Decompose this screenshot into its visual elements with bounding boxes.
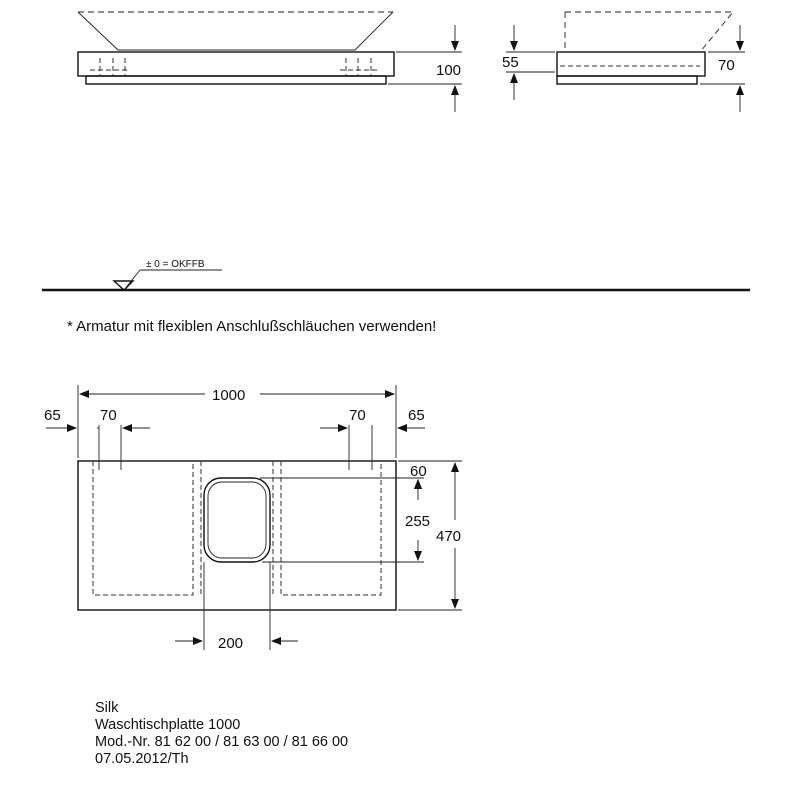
front-view [78, 12, 462, 112]
drawing-date: 07.05.2012/Th [95, 751, 189, 767]
model-numbers: Mod.-Nr. 81 62 00 / 81 63 00 / 81 66 00 [95, 734, 349, 750]
dim-side-left: 55 [502, 54, 519, 71]
dim-top-offset: 60 [410, 463, 427, 480]
product-name: Waschtischplatte 1000 [95, 717, 241, 733]
dim-right-offset: 65 [408, 407, 425, 424]
dim-left-offset: 65 [44, 407, 61, 424]
dim-right-inner: 70 [349, 407, 366, 424]
title-block [95, 700, 348, 768]
side-plinth [557, 76, 697, 84]
front-basin-outline [78, 12, 393, 50]
product-line: Silk [95, 700, 119, 716]
plan-view [44, 385, 462, 652]
dim-left-inner: 70 [100, 407, 117, 424]
dim-side-right: 70 [718, 57, 735, 74]
dim-total-width: 1000 [212, 387, 246, 404]
front-countertop [78, 52, 394, 76]
floor-line [42, 259, 750, 290]
floor-marker-label: ± 0 = OKFFB [146, 259, 205, 270]
dim-basin-width: 200 [218, 635, 244, 652]
plan-countertop [78, 461, 396, 610]
dim-basin-depth: 255 [405, 513, 431, 530]
installation-note: * Armatur mit flexiblen Anschlußschläuchen verwenden! [67, 318, 437, 335]
side-countertop [557, 52, 705, 76]
side-view [502, 12, 745, 112]
front-plinth [86, 76, 386, 84]
dim-front-height: 100 [436, 62, 462, 79]
dim-total-depth: 470 [436, 528, 462, 545]
basin-outline [204, 478, 270, 562]
